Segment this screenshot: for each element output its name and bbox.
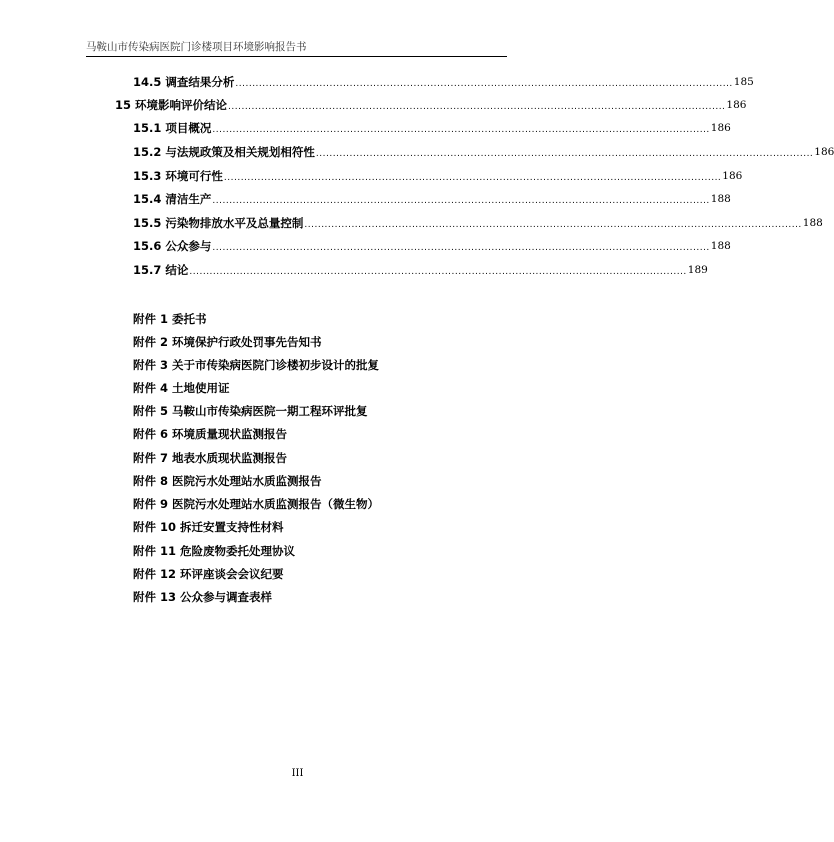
toc-entry[interactable] [133,144,834,160]
toc-entry-page: 185 [733,76,754,88]
toc-leader-dots: .................................................................................................................................................... [304,220,802,230]
attachment-item: 附件 12 环评座谈会会议纪要 [133,567,284,581]
toc-leader-dots: .................................................................................................................................................... [212,125,710,135]
toc-entry-page: 186 [814,146,834,158]
toc-entry-title: 15.6 公众参与 [133,239,212,253]
toc-leader-dots: .................................................................................................................................................... [223,173,722,183]
attachment-item: 附件 13 公众参与调查表样 [133,590,273,604]
toc-entry-page: 188 [802,217,823,229]
toc-entry-title: 15.7 结论 [133,263,189,277]
toc-entry-title: 15.5 污染物排放水平及总量控制 [133,216,304,230]
toc-entry-title: 15.2 与法规政策及相关规划相符性 [133,145,315,159]
attachment-item: 附件 2 环境保护行政处罚事先告知书 [133,335,322,349]
toc-entry[interactable] [133,238,731,254]
toc-entry-title: 15 环境影响评价结论 [115,98,228,112]
page-header: 马鞍山市传染病医院门诊楼项目环境影响报告书 [86,40,507,57]
toc-entry[interactable] [133,262,708,278]
toc-leader-dots: .................................................................................................................................................... [212,196,710,206]
attachment-item: 附件 8 医院污水处理站水质监测报告 [133,474,322,488]
toc-entry[interactable] [133,168,743,184]
toc-entry-page: 188 [710,240,731,252]
toc-entry-page: 186 [722,170,743,182]
attachment-item: 附件 10 拆迁安置支持性材料 [133,520,284,534]
attachment-item: 附件 6 环境质量现状监测报告 [133,427,288,441]
toc-leader-dots: .................................................................................................................................................... [315,149,814,159]
attachment-item: 附件 5 马鞍山市传染病医院一期工程环评批复 [133,404,368,418]
attachment-item: 附件 9 医院污水处理站水质监测报告（微生物） [133,497,380,511]
attachment-item: 附件 7 地表水质现状监测报告 [133,451,288,465]
toc-leader-dots: .................................................................................................................................................... [235,79,733,89]
toc-leader-dots: .................................................................................................................................................... [228,102,726,112]
attachment-item: 附件 11 危险废物委托处理协议 [133,544,296,558]
toc-entry[interactable] [133,74,754,90]
attachment-item: 附件 1 委托书 [133,312,207,326]
toc-entry-page: 189 [687,264,708,276]
toc-entry-page: 186 [710,122,731,134]
page-number: III [291,768,304,779]
toc-entry[interactable] [133,215,823,231]
toc-entry-title: 14.5 调查结果分析 [133,75,235,89]
toc-entry-title: 15.3 环境可行性 [133,169,223,183]
attachment-item: 附件 4 土地使用证 [133,381,230,395]
toc-entry-title: 15.4 清洁生产 [133,192,212,206]
toc-leader-dots: .................................................................................................................................................... [189,267,687,277]
toc-entry-title: 15.1 项目概况 [133,121,212,135]
toc-entry-page: 186 [726,99,747,111]
toc-entry[interactable] [133,120,731,136]
toc-leader-dots: .................................................................................................................................................... [212,243,710,253]
toc-entry[interactable] [115,97,747,113]
attachment-item: 附件 3 关于市传染病医院门诊楼初步设计的批复 [133,358,380,372]
toc-entry[interactable] [133,191,731,207]
toc-entry-page: 188 [710,193,731,205]
